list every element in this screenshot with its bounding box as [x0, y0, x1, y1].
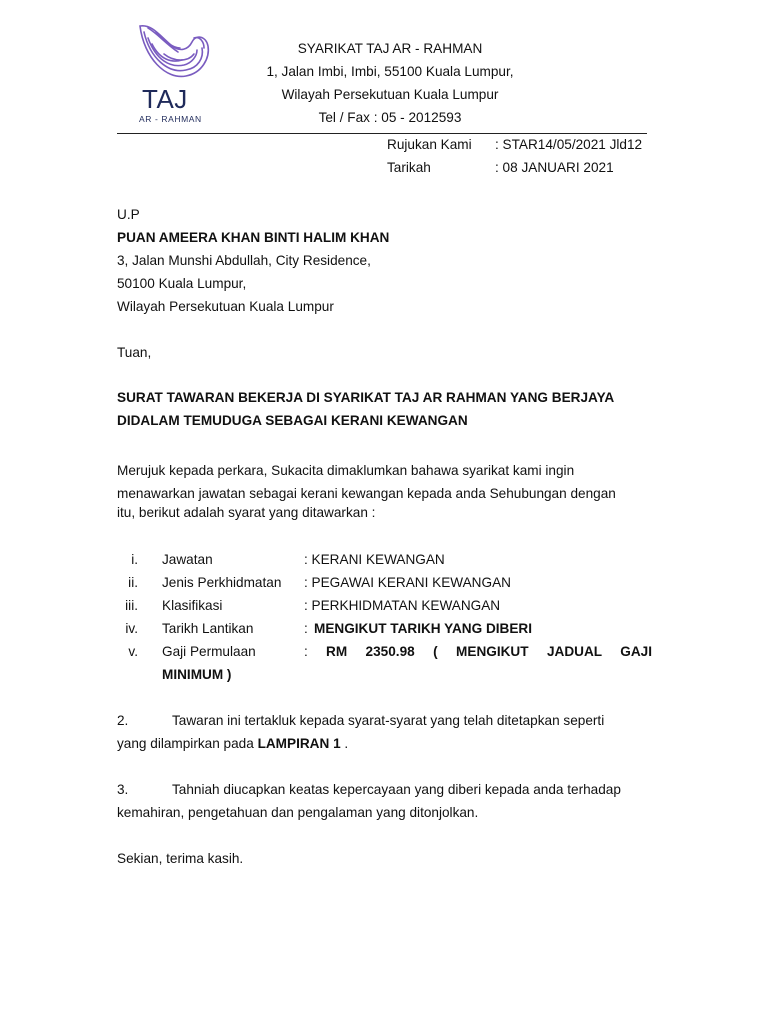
- term-label: Klasifikasi: [162, 598, 223, 613]
- date-value: : 08 JANUARI 2021: [495, 160, 614, 175]
- para2-number: 2.: [117, 713, 129, 728]
- term-value-continued: MINIMUM ): [162, 667, 232, 682]
- closing-remark: Sekian, terima kasih.: [117, 851, 244, 866]
- company-telfax: Tel / Fax : 05 - 2012593: [318, 110, 462, 125]
- para3-number: 3.: [117, 782, 129, 797]
- company-name: SYARIKAT TAJ AR - RAHMAN: [297, 41, 483, 56]
- attachment-reference: LAMPIRAN 1: [257, 736, 341, 751]
- term-value: : KERANI KEWANGAN: [304, 552, 445, 567]
- term-number: iv.: [125, 621, 138, 636]
- term-number: iii.: [125, 598, 138, 613]
- recipient-address-line3: Wilayah Persekutuan Kuala Lumpur: [117, 299, 334, 314]
- para2-line2-text: yang dilampirkan pada: [117, 736, 258, 751]
- intro-line3: itu, berikut adalah syarat yang ditawarkan :: [117, 505, 376, 520]
- para2-line2-end: .: [340, 736, 349, 751]
- subject-line1: SURAT TAWARAN BEKERJA DI SYARIKAT TAJ AR RAHMAN YANG BERJAYA: [117, 390, 615, 405]
- term-value: RM 2350.98 ( MENGIKUT JADUAL GAJI: [326, 644, 652, 659]
- intro-line2: menawarkan jawatan sebagai kerani kewangan kepada anda Sehubungan dengan: [117, 486, 616, 501]
- company-address-line2: Wilayah Persekutuan Kuala Lumpur: [281, 87, 499, 102]
- term-number: ii.: [128, 575, 138, 590]
- term-value: : PERKHIDMATAN KEWANGAN: [304, 598, 501, 613]
- date-label: Tarikah: [387, 160, 431, 175]
- term-colon: :: [304, 621, 308, 636]
- logo-wordmark: TAJ: [142, 84, 188, 114]
- term-label: Jenis Perkhidmatan: [162, 575, 282, 590]
- ref-value: : STAR14/05/2021 Jld12: [495, 137, 643, 152]
- term-number: v.: [128, 644, 138, 659]
- para2-line1: Tawaran ini tertakluk kepada syarat-syarat yang telah ditetapkan seperti: [172, 713, 605, 728]
- recipient-address-line1: 3, Jalan Munshi Abdullah, City Residence,: [117, 253, 371, 268]
- para3-line2: kemahiran, pengetahuan dan pengalaman yang ditonjolkan.: [117, 805, 479, 820]
- term-value: MENGIKUT TARIKH YANG DIBERI: [314, 621, 533, 636]
- company-logo: [130, 18, 220, 130]
- term-value: : PEGAWAI KERANI KEWANGAN: [304, 575, 511, 590]
- taj-swirl-icon: [134, 18, 214, 84]
- para3-line1: Tahniah diucapkan keatas kepercayaan yang diberi kepada anda terhadap: [172, 782, 621, 797]
- para2-line2: [117, 736, 348, 751]
- letterhead-divider: [117, 133, 647, 134]
- logo-subtitle: AR - RAHMAN: [139, 114, 202, 124]
- subject-line2: DIDALAM TEMUDUGA SEBAGAI KERANI KEWANGAN: [117, 413, 468, 428]
- term-number: i.: [131, 552, 138, 567]
- intro-line1: Merujuk kepada perkara, Sukacita dimaklumkan bahawa syarikat kami ingin: [117, 463, 575, 478]
- company-address-line1: 1, Jalan Imbi, Imbi, 55100 Kuala Lumpur,: [266, 64, 514, 79]
- term-label: Gaji Permulaan: [162, 644, 256, 659]
- recipient-name: PUAN AMEERA KHAN BINTI HALIM KHAN: [117, 230, 390, 245]
- term-label: Jawatan: [162, 552, 213, 567]
- term-colon: :: [304, 644, 308, 659]
- term-label: Tarikh Lantikan: [162, 621, 254, 636]
- salutation: Tuan,: [117, 345, 152, 360]
- attention-label: U.P: [117, 207, 140, 222]
- ref-label: Rujukan Kami: [387, 137, 472, 152]
- recipient-address-line2: 50100 Kuala Lumpur,: [117, 276, 247, 291]
